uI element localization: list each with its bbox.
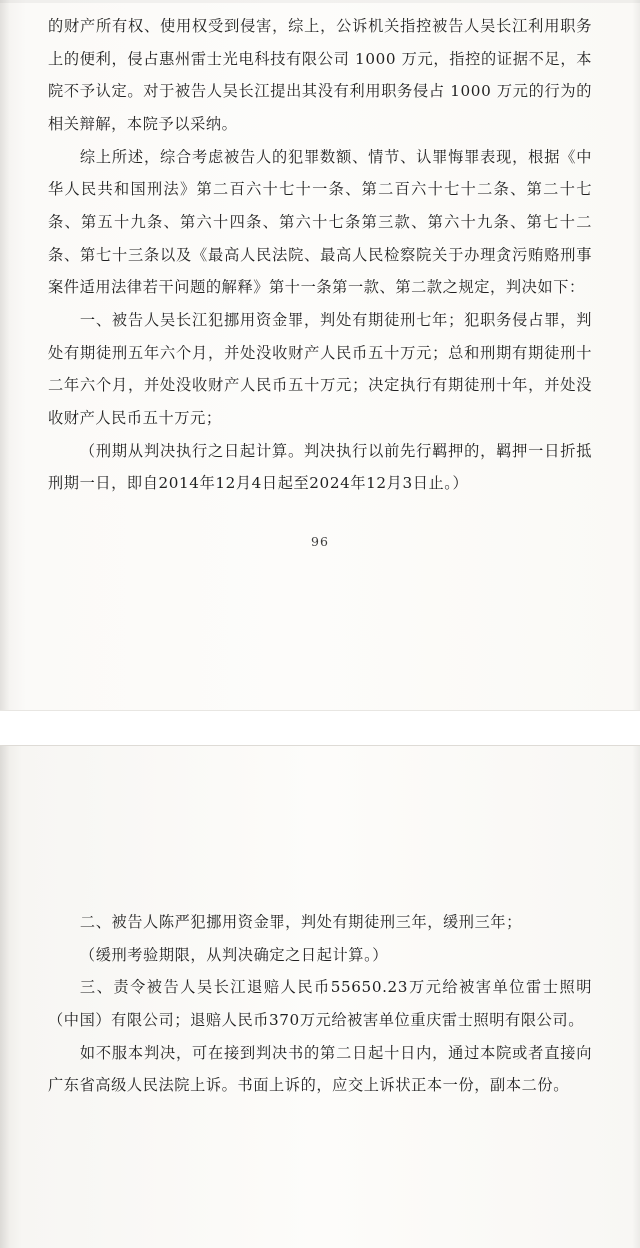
- paragraph-verdict-item-1: 一、被告人吴长江犯挪用资金罪，判处有期徒刑七年；犯职务侵占罪，判处有期徒刑五年六个月，并处没收财产人民币五十万元；总和刑期有期徒刑十二年六个月，并处没收财产人民币五十万元；决定执行有期徒刑十年，并处没收财产人民币五十万元；: [48, 311, 592, 428]
- paragraph-legal-basis: 综上所述，综合考虑被告人的犯罪数额、情节、认罪悔罪表现，根据《中华人民共和国刑法》第二百六十七十一条、第二百六十七十二条、第二十七条、第五十九条、第六十四条、第六十七条第三款、第六十九条、第七十二条、第七十三条以及《最高人民法院、最高人民检察院关于办理贪污贿赂刑事案件适用法律若干问题的解释》第十一条第一款、第二款之规定，判决如下：: [48, 147, 592, 297]
- page-separator: [0, 710, 640, 746]
- top-margin: [48, 746, 592, 906]
- judgment-page-next: [0, 746, 640, 1248]
- paragraph-continuation: 的财产所有权、使用权受到侵害，综上，公诉机关指控被告人吴长江利用职务上的便利，侵占惠州雷士光电科技有限公司 1000 万元，指控的证据不足，本院不予认定。对于被告人吴长江提出其没有利用职务侵占 1000 万元的行为的相关辩解，本院予以采纳。: [48, 17, 592, 134]
- scan-left-edge-shadow: [0, 0, 10, 710]
- paragraph-probation-note: （缓刑考验期限，从判决确定之日起计算。）: [79, 945, 389, 964]
- paragraph-appeal-notice: 如不服本判决，可在接到判决书的第二日起十日内，通过本院或者直接向广东省高级人民法院上诉。书面上诉的，应交上诉状正本一份，副本二份。: [48, 1043, 592, 1095]
- scan-right-edge-shadow: [632, 0, 640, 710]
- paragraph-verdict-item-2: 二、被告人陈严犯挪用资金罪，判处有期徒刑三年，缓刑三年；: [79, 913, 522, 931]
- page-number: 96: [311, 534, 329, 550]
- scan-right-edge-shadow: [632, 746, 640, 1248]
- paragraph-detention-note: （刑期从判决执行之日起计算。判决执行以前先行羁押的，羁押一日折抵刑期一日，即自2014年12月4日起至2024年12月3日止。）: [48, 441, 592, 493]
- scan-top-shadow: [0, 0, 640, 3]
- paragraph-verdict-item-3: 三、责令被告人吴长江退赔人民币55650.23万元给被害单位雷士照明（中国）有限公司；退赔人民币370万元给被害单位重庆雷士照明有限公司。: [48, 978, 592, 1030]
- scan-left-edge-shadow: [0, 746, 10, 1248]
